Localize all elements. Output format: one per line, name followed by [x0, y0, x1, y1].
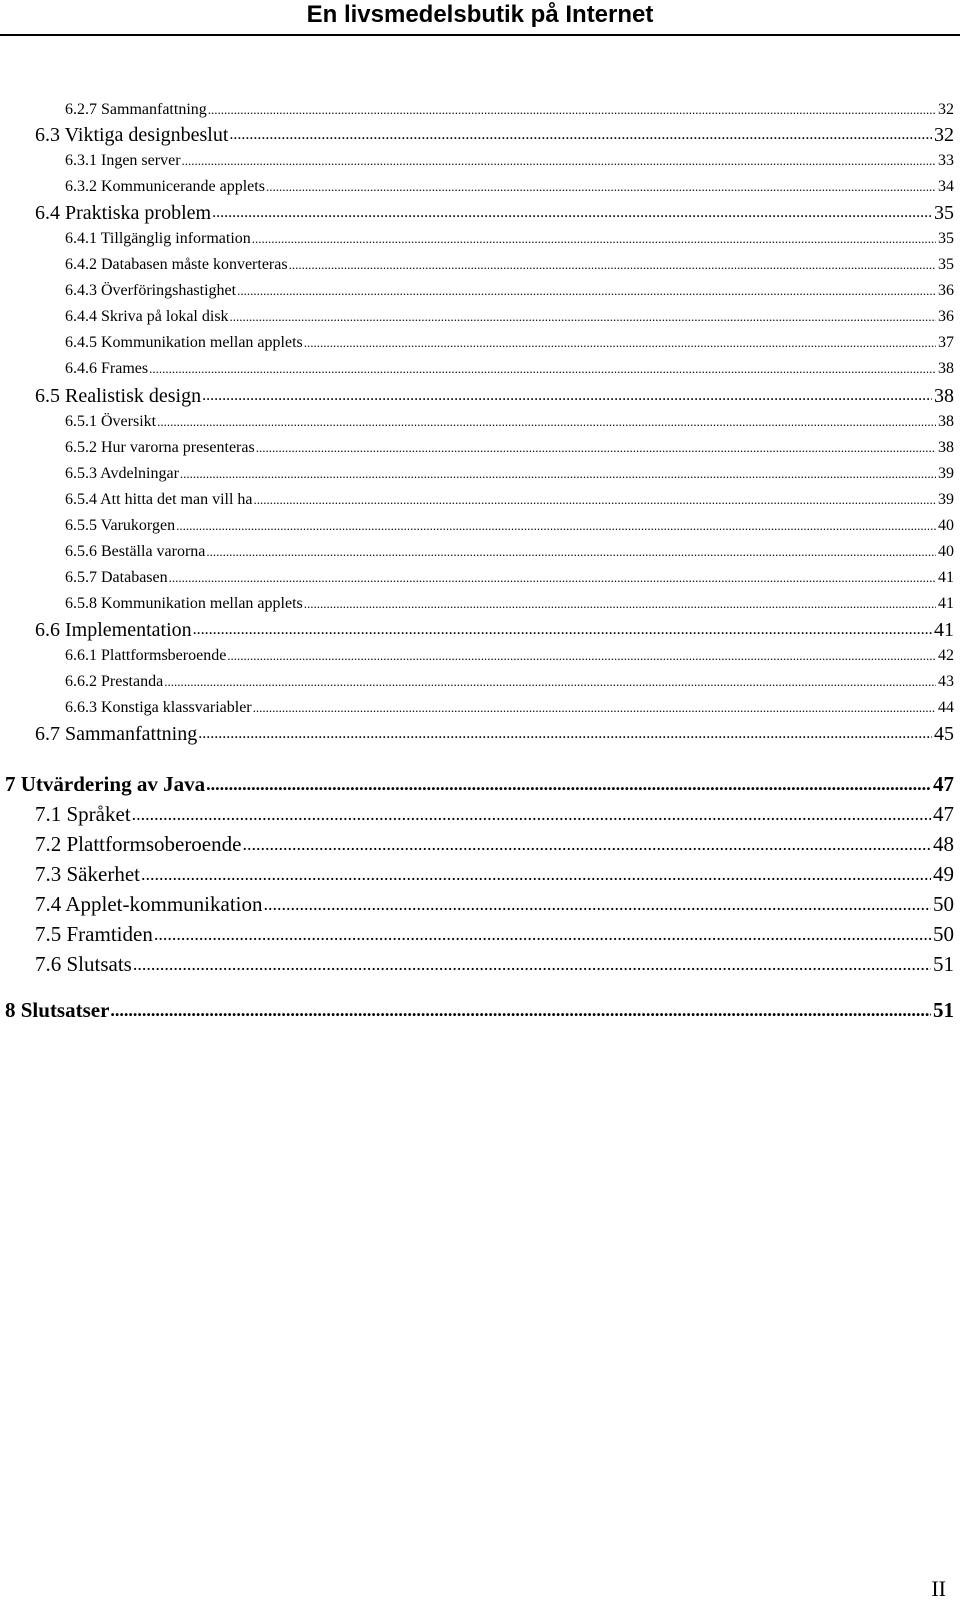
toc-entry-page: 32 [938, 101, 954, 118]
toc-entry[interactable] [65, 358, 954, 380]
toc-entry[interactable] [65, 489, 954, 511]
toc-entry[interactable] [65, 176, 954, 198]
toc-leader [149, 358, 936, 380]
toc-leader [169, 567, 936, 589]
toc-leader [176, 515, 936, 537]
toc-leader [208, 99, 936, 121]
toc-entry-page: 50 [933, 922, 954, 946]
toc-leader [304, 593, 936, 615]
toc-leader [230, 306, 936, 328]
toc-entry-page: 40 [938, 517, 954, 534]
toc-leader [253, 697, 936, 719]
toc-entry-title: 7 Utvärdering av Java [5, 772, 206, 796]
toc-leader [182, 150, 936, 172]
toc-entry-page: 47 [933, 802, 954, 826]
toc-entry-page: 48 [933, 832, 954, 856]
toc-entry-page: 36 [938, 308, 954, 325]
toc-leader [206, 541, 936, 563]
toc-leader [132, 799, 931, 828]
toc-entry-title: 6.4.3 Överföringshastighet [65, 282, 237, 299]
toc-entry-title: 6.5.1 Översikt [65, 413, 157, 430]
toc-entry-page: 41 [938, 595, 954, 612]
toc-leader [164, 671, 936, 693]
toc-entry[interactable] [65, 411, 954, 433]
toc-leader [110, 995, 931, 1024]
toc-entry-page: 41 [938, 569, 954, 586]
toc-entry[interactable] [65, 567, 954, 589]
toc-entry-page: 35 [938, 256, 954, 273]
toc-entry-page: 49 [933, 862, 954, 886]
toc-leader [157, 411, 936, 433]
toc-leader [133, 949, 931, 978]
toc-entry-title: 7.1 Språket [35, 802, 131, 826]
toc-entry[interactable] [5, 996, 954, 1024]
toc-entry[interactable] [65, 541, 954, 563]
toc-entry[interactable] [35, 721, 954, 747]
toc-entry-title: 6.5.6 Beställa varorna [65, 543, 206, 560]
toc-entry-title: 6.5.2 Hur varorna presenteras [65, 439, 255, 456]
toc-entry-title: 6.4.1 Tillgänglig information [65, 230, 251, 247]
toc-entry-page: 39 [938, 465, 954, 482]
toc-entry[interactable] [35, 800, 954, 828]
toc-entry[interactable] [35, 200, 954, 226]
toc-entry-title: 6.6.1 Plattformsberoende [65, 647, 227, 664]
toc-entry[interactable] [65, 228, 954, 250]
toc-entry[interactable] [35, 860, 954, 888]
toc-leader [266, 176, 936, 198]
toc-entry[interactable] [35, 617, 954, 643]
toc-entry-page: 35 [934, 202, 954, 224]
toc-entry[interactable] [65, 280, 954, 302]
toc-entry[interactable] [35, 383, 954, 409]
toc-entry[interactable] [35, 950, 954, 978]
toc-entry-title: 7.2 Plattformsoberoende [35, 832, 242, 856]
toc-entry-page: 39 [938, 491, 954, 508]
toc-entry-page: 51 [933, 998, 954, 1022]
toc-entry-page: 45 [934, 723, 954, 745]
document-title: En livsmedelsbutik på Internet [306, 1, 654, 28]
toc-entry[interactable] [65, 150, 954, 172]
toc-entry-title: 6.3.1 Ingen server [65, 152, 181, 169]
toc-leader [198, 719, 932, 747]
toc-entry-page: 44 [938, 699, 954, 716]
toc-entry-title: 6.5.5 Varukorgen [65, 517, 176, 534]
toc-leader [242, 829, 931, 858]
toc-entry-page: 36 [938, 282, 954, 299]
toc-entry-page: 51 [933, 952, 954, 976]
toc-entry[interactable] [65, 254, 954, 276]
toc-entry[interactable] [65, 463, 954, 485]
toc-entry-title: 6.4.6 Frames [65, 360, 149, 377]
toc-entry[interactable] [35, 830, 954, 858]
toc-leader [304, 332, 936, 354]
toc-leader [237, 280, 936, 302]
toc-entry-page: 42 [938, 647, 954, 664]
toc-entry-title: 6.3.2 Kommunicerande applets [65, 178, 265, 195]
toc-leader [263, 889, 931, 918]
toc-entry-title: 8 Slutsatser [5, 998, 110, 1022]
toc-entry[interactable] [65, 306, 954, 328]
toc-entry-title: 6.4.5 Kommunikation mellan applets [65, 334, 303, 351]
toc-entry-page: 43 [938, 673, 954, 690]
toc-entry-page: 35 [938, 230, 954, 247]
toc-entry-title: 6.6.3 Konstiga klassvariabler [65, 699, 252, 716]
toc-entry-page: 41 [934, 619, 954, 641]
toc-leader [154, 919, 931, 948]
toc-entry-title: 6.5 Realistisk design [35, 385, 202, 407]
toc-entry-title: 6.4.4 Skriva på lokal disk [65, 308, 229, 325]
toc-leader [227, 645, 936, 667]
toc-entry[interactable] [65, 332, 954, 354]
toc-entry[interactable] [5, 770, 954, 798]
toc-entry-title: 6.5.7 Databasen [65, 569, 168, 586]
toc-entry-title: 6.5.3 Avdelningar [65, 465, 179, 482]
toc-entry-page: 50 [933, 892, 954, 916]
toc-entry-title: 7.3 Säkerhet [35, 862, 140, 886]
toc-leader [206, 769, 931, 798]
toc-entry-page: 38 [938, 360, 954, 377]
toc-leader [212, 198, 932, 226]
toc-leader [141, 859, 931, 888]
page-number: II [931, 1576, 946, 1601]
toc-entry-title: 6.6 Implementation [35, 619, 192, 641]
toc-leader [289, 254, 936, 276]
toc-entry-title: 7.4 Applet-kommunikation [35, 892, 263, 916]
toc-leader [180, 463, 936, 485]
toc-leader [252, 228, 936, 250]
toc-entry-page: 40 [938, 543, 954, 560]
toc-entry[interactable] [65, 671, 954, 693]
toc-entry-title: 7.5 Framtiden [35, 922, 153, 946]
toc-entry[interactable] [35, 122, 954, 148]
toc-leader [254, 489, 936, 511]
toc-entry[interactable] [65, 593, 954, 615]
toc-entry-title: 6.4.2 Databasen måste konverteras [65, 256, 288, 273]
toc-entry[interactable] [65, 697, 954, 719]
toc-leader [193, 615, 932, 643]
toc-entry-page: 38 [938, 413, 954, 430]
toc-entry-title: 6.4 Praktiska problem [35, 202, 212, 224]
toc-leader [229, 120, 932, 148]
toc-entry[interactable] [65, 99, 954, 121]
toc-entry-title: 7.6 Slutsats [35, 952, 132, 976]
toc-entry-title: 6.2.7 Sammanfattning [65, 101, 207, 118]
toc-entry-title: 6.5.8 Kommunikation mellan applets [65, 595, 303, 612]
toc-entry-page: 34 [938, 178, 954, 195]
toc-entry[interactable] [35, 920, 954, 948]
toc-entry[interactable] [65, 515, 954, 537]
toc-entry[interactable] [65, 437, 954, 459]
toc-entry-title: 6.3 Viktiga designbeslut [35, 124, 229, 146]
toc-entry[interactable] [35, 890, 954, 918]
toc-entry-title: 6.6.2 Prestanda [65, 673, 164, 690]
toc-entry-page: 33 [938, 152, 954, 169]
toc-entry[interactable] [65, 645, 954, 667]
toc-entry-page: 47 [933, 772, 954, 796]
toc-entry-page: 32 [934, 124, 954, 146]
toc-entry-title: 6.5.4 Att hitta det man vill ha [65, 491, 253, 508]
toc-leader [256, 437, 936, 459]
toc-entry-page: 38 [938, 439, 954, 456]
toc-entry-page: 37 [938, 334, 954, 351]
toc-entry-page: 38 [934, 385, 954, 407]
toc-leader [202, 381, 932, 409]
toc-entry-title: 6.7 Sammanfattning [35, 723, 198, 745]
